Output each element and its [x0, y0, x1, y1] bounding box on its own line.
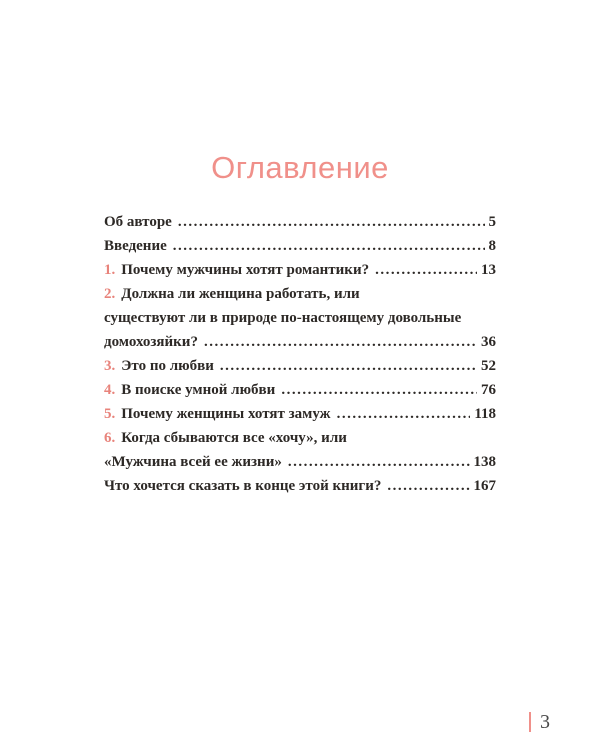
toc-entry-page: 138	[473, 454, 496, 470]
toc-entry	[104, 426, 496, 450]
toc-entry-number: 3.	[104, 358, 116, 374]
page-title: Оглавление	[211, 150, 389, 185]
toc-entry	[104, 210, 496, 234]
footer-accent-bar	[529, 712, 531, 732]
toc-entry-number: 2.	[104, 286, 116, 302]
toc-entry-title: Введение	[104, 238, 167, 254]
toc-leader-dots	[204, 330, 477, 354]
toc-leader-dots	[281, 378, 477, 402]
toc-entry-title: Об авторе	[104, 214, 172, 230]
toc-leader-dots	[220, 354, 477, 378]
toc-entry	[104, 450, 496, 474]
toc-entry	[104, 234, 496, 258]
toc-entry-page: 167	[473, 478, 496, 494]
toc-entry	[104, 258, 496, 282]
toc-entry-title: Это по любви	[121, 358, 214, 374]
page-footer	[529, 712, 550, 732]
toc-entry-number: 1.	[104, 262, 116, 278]
toc-entry-page: 36	[481, 334, 496, 350]
toc-leader-dots	[375, 258, 477, 282]
toc-entry-title: В поиске умной любви	[121, 382, 276, 398]
toc-entry-title: Когда сбываются все «хочу», или	[121, 430, 347, 446]
toc-entry-title: «Мужчина всей ее жизни»	[104, 454, 282, 470]
toc-entry-page: 13	[481, 262, 496, 278]
toc-entry-title: существуют ли в природе по-настоящему довольные	[104, 310, 462, 326]
toc-entry-title: Почему мужчины хотят романтики?	[121, 262, 370, 278]
toc-entry-page: 8	[488, 238, 496, 254]
toc-entry-number: 6.	[104, 430, 116, 446]
toc-entry	[104, 330, 496, 354]
toc-entry	[104, 378, 496, 402]
toc-entry-page: 5	[488, 214, 496, 230]
toc-leader-dots	[173, 234, 485, 258]
toc-entry	[104, 474, 496, 498]
toc-entry-page: 52	[481, 358, 496, 374]
footer-page-number: 3	[540, 711, 550, 733]
toc-entry-title: Почему женщины хотят замуж	[121, 406, 331, 422]
toc-entry-title: Что хочется сказать в конце этой книги?	[104, 478, 382, 494]
toc-entry	[104, 354, 496, 378]
toc-leader-dots	[288, 450, 470, 474]
toc-list	[104, 210, 496, 498]
toc-entry	[104, 402, 496, 426]
toc-entry-page: 76	[481, 382, 496, 398]
toc-entry-title: домохозяйки?	[104, 334, 198, 350]
toc-leader-dots	[178, 210, 485, 234]
toc-entry-page: 118	[474, 406, 496, 422]
toc-leader-dots	[387, 474, 469, 498]
toc-entry	[104, 306, 496, 330]
toc-entry-number: 4.	[104, 382, 116, 398]
toc-leader-dots	[337, 402, 471, 426]
toc-entry	[104, 282, 496, 306]
toc-entry-number: 5.	[104, 406, 116, 422]
toc-entry-title: Должна ли женщина работать, или	[121, 286, 360, 302]
